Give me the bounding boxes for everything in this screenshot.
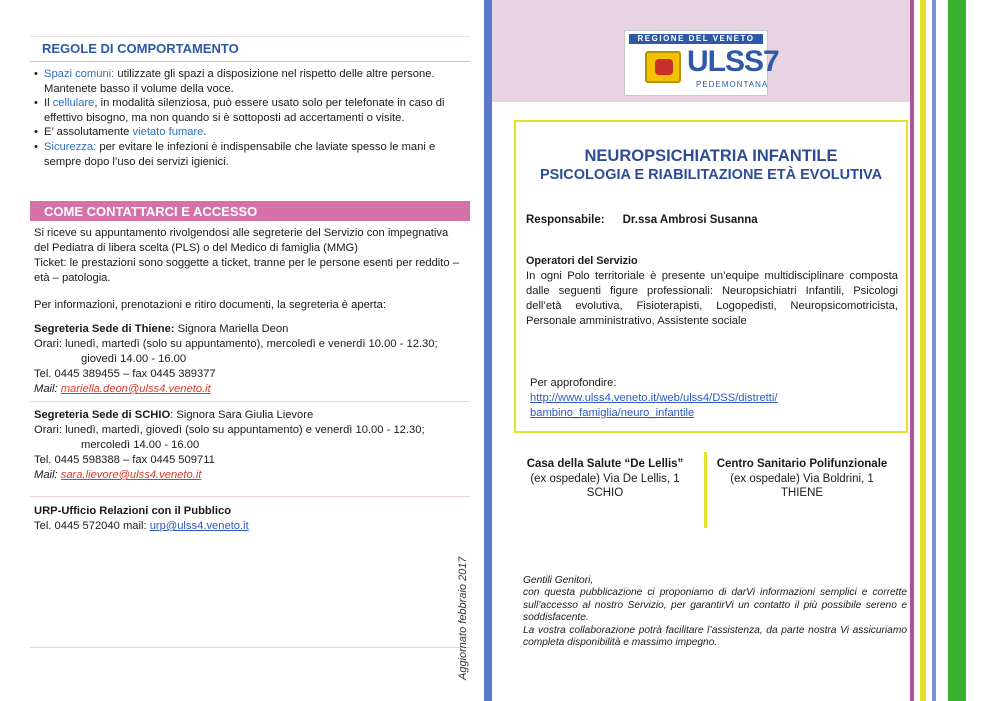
parents-message: Gentili Genitori, con questa pubblicazione ci proponiamo di darVi informazioni semplici e corrette sull’accesso al nostro Servizio, per garantirVi un contatto il più possibile sereno e soddisfacente. La vostra collaborazione potrà facilitare l’assistenza, da parte nostra Vi assicuriamo completa disponibilità e massimo impegno. [523,575,907,649]
list-item: • Sicurezza: per evitare le infezioni è indispensabile che laviate spesso le mani e sempre dopo l’uso dei servizi igienici. [34,140,462,169]
contatti-info: Per informazioni, prenotazioni e ritiro documenti, la segreteria è aperta: [34,299,386,311]
divider [30,496,470,497]
lion-emblem-icon [645,51,681,83]
schio-mail-link[interactable]: sara.lievore@ulss4.veneto.it [60,469,202,481]
ulss-logo: REGIONE DEL VENETO ULSS7 PEDEMONTANA [624,30,768,96]
updated-note: Aggiornato febbraio 2017 [457,556,469,680]
approfondire-link[interactable]: http://www.ulss4.veneto.it/web/ulss4/DSS/distretti/ bambino_famiglia/neuro_infantile [530,392,778,419]
list-item: • Il cellulare, in modalità silenziosa, può essere usato solo per telefonate in caso di effettivo bisogno, ma non quando si è sottoposti ad accertamenti o visite. [34,96,462,125]
divider [30,401,470,402]
service-box [514,120,908,433]
contatti-title: COME CONTATTARCI E ACCESSO [30,201,470,221]
right-panel [492,0,992,701]
contatti-intro: Si riceve su appuntamento rivolgendosi alle segreterie del Servizio con impegnativa del Pediatra di libera scelta (PLS) o del Medico di famiglia (MMG) Ticket: le prestazioni sono soggette a ticket, tranne per le persone esenti per reddito – età – patologia. [34,227,459,284]
page-title: NEUROPSICHIATRIA INFANTILE [584,147,838,165]
urp-block: URP-Ufficio Relazioni con il Pubblico Tel. 0445 572040 mail: urp@ulss4.veneto.it [34,505,249,532]
fold-divider [484,0,492,701]
segreteria-schio: Segreteria Sede di SCHIO: Signora Sara Giulia Lievore Orari: lunedì, martedì, giovedì (solo su appuntamento) e venerdì 10.00 - 12.30; mercoledì 14.00 - 16.00 Tel. 0445 598388 – fax 0445 509711 Mail: sara.lievore@ulss4.veneto.it [34,409,425,481]
list-item: • Spazi comuni: utilizzate gli spazi a disposizione nel rispetto delle altre persone. Mantenete basso il volume della voce. [34,67,462,96]
operatori: Operatori del Servizio In ogni Polo territoriale è presente un’equipe multidisciplinare composta dalle seguenti figure professionali: Neuropsichiatri Infantili, Psicologi dell’età evolutiva, Fisioterapisti, Logopedisti, Neuropsicomotricista, Personale amministrativo, Assistente sociale [526,255,898,327]
header-band [492,0,911,102]
responsabile: Responsabile: Dr.ssa Ambrosi Susanna [526,214,758,226]
divider [30,647,470,648]
urp-mail-link[interactable]: urp@ulss4.veneto.it [149,520,249,532]
regole-title: REGOLE DI COMPORTAMENTO [30,38,470,62]
left-panel [0,0,484,701]
page-subtitle: PSICOLOGIA E RIABILITAZIONE ETÀ EVOLUTIVA [539,167,883,183]
segreteria-thiene: Segreteria Sede di Thiene: Signora Mariella Deon Orari: lunedì, martedì (solo su appuntamento), mercoledì e venerdì 10.00 - 12.30; giovedì 14.00 - 16.00 Tel. 0445 389455 – fax 0445 389377 Mail: mariella.deon@ulss4.veneto.it [34,323,438,395]
regole-list [34,67,462,169]
approfondire: Per approfondire: http://www.ulss4.veneto.it/web/ulss4/DSS/distretti/ bambino_famiglia/neuro_infantile [530,377,778,419]
sede-schio: Casa della Salute “De Lellis” (ex ospedale) Via De Lellis, 1 SCHIO [526,458,684,499]
sede-thiene: Centro Sanitario Polifunzionale (ex ospedale) Via Boldrini, 1 THIENE [716,458,888,499]
list-item: • E’ assolutamente vietato fumare. [34,125,462,140]
thiene-mail-link[interactable]: mariella.deon@ulss4.veneto.it [60,383,211,395]
